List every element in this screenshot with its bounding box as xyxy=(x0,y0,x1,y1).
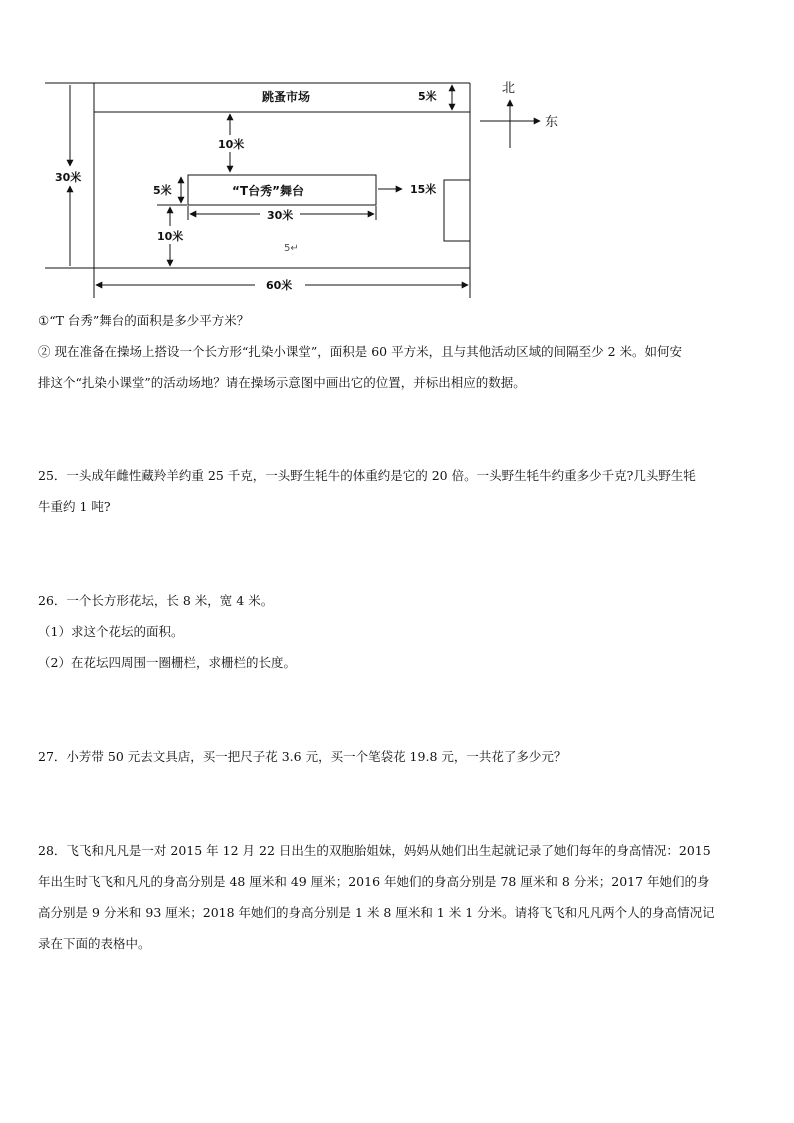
question-28-line-3: 高分别是 9 分米和 93 厘米；2018 年她们的身高分别是 1 米 8 厘米和 1 米 1 分米。请将飞飞和凡凡两个人的身高情况记 xyxy=(38,905,715,920)
question-28-line-4: 录在下面的表格中。 xyxy=(38,936,151,951)
t-stage-label: “T台秀”舞台 xyxy=(232,184,304,198)
question-27: 27．小芳带 50 元去文具店，买一把尺子花 3.6 元，买一个笔袋花 19.8 元，一共花了多少元？ xyxy=(38,749,567,764)
stage-length-label: 30米 xyxy=(267,209,294,222)
east-label: 东 xyxy=(545,115,559,130)
height-label: 30米 xyxy=(55,171,82,184)
north-label: 北 xyxy=(502,81,516,96)
question-part-1: ①“T 台秀”舞台的面积是多少平方米？ xyxy=(38,313,250,328)
question-part-2-line-2: 排这个“扎染小课堂”的活动场地？请在操场示意图中画出它的位置，并标出相应的数据。 xyxy=(38,375,526,390)
side-booth xyxy=(444,180,470,241)
question-26: 26．一个长方形花坛，长 8 米，宽 4 米。 xyxy=(38,593,274,608)
stage-width-label: 5米 xyxy=(153,184,172,197)
question-26-part-2: （2）在花坛四周围一圈栅栏，求栅栏的长度。 xyxy=(38,655,296,670)
right-gap-label: 15米 xyxy=(410,183,437,196)
bottom-gap-label: 10米 xyxy=(157,230,184,243)
market-depth-label: 5米 xyxy=(418,90,437,103)
question-part-2-line-1: ② 现在准备在操场上搭设一个长方形“扎染小课堂”，面积是 60 平方米，且与其他活动区域的间隔至少 2 米。如何安 xyxy=(38,344,683,359)
question-25-line-2: 牛重约 1 吨? xyxy=(38,499,111,514)
playground-diagram xyxy=(0,0,794,310)
question-28-line-2: 年出生时飞飞和凡凡的身高分别是 48 厘米和 49 厘米；2016 年她们的身高分别是 78 厘米和 8 分米；2017 年她们的身 xyxy=(38,874,710,889)
flea-market-label: 跳蚤市场 xyxy=(262,90,311,104)
question-26-part-1: （1）求这个花坛的面积。 xyxy=(38,624,184,639)
compass-icon xyxy=(480,100,540,148)
stray-mark: 5↵ xyxy=(284,243,299,254)
top-gap-label: 10米 xyxy=(218,138,245,151)
question-25-line-1: 25．一头成年雌性藏羚羊约重 25 千克，一头野生牦牛的体重约是它的 20 倍。一头野生牦牛约重多少千克?几头野生牦 xyxy=(38,468,696,483)
question-28-line-1: 28．飞飞和凡凡是一对 2015 年 12 月 22 日出生的双胞胎姐妹，妈妈从她们出生起就记录了她们每年的身高情况：2015 xyxy=(38,843,711,858)
width-label: 60米 xyxy=(266,279,293,292)
